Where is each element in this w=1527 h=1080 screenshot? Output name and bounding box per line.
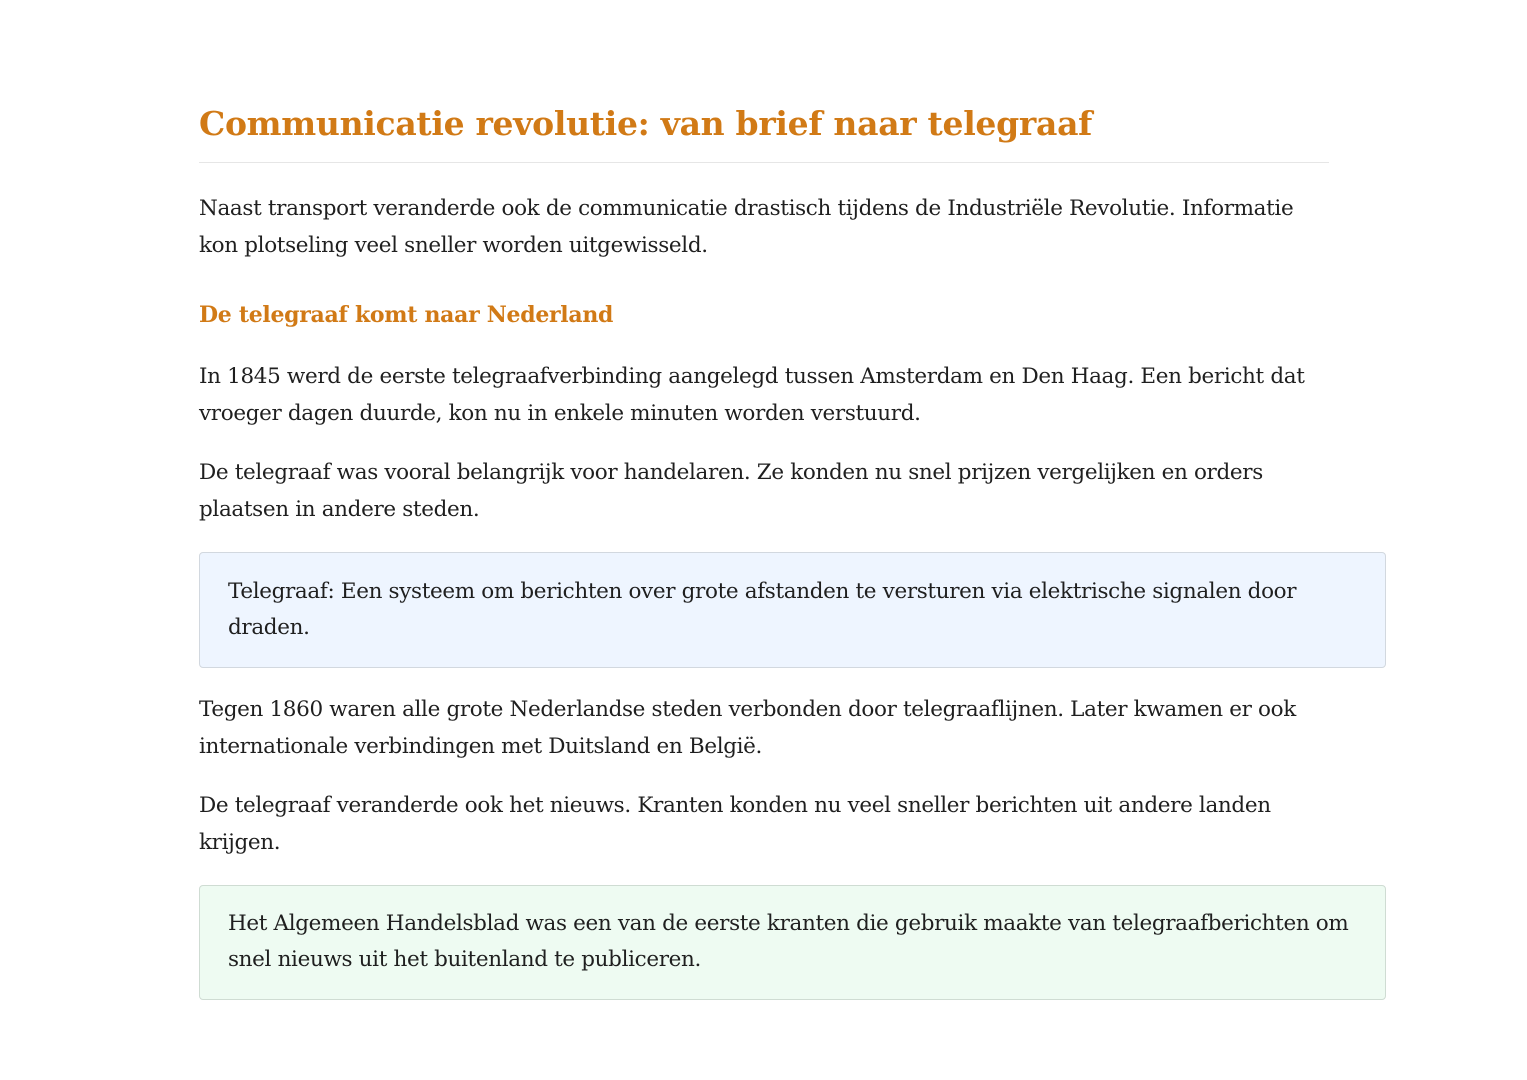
page-title: Communicatie revolutie: van brief naar telegraaf xyxy=(199,100,1329,163)
paragraph-handelaren: De telegraaf was vooral belangrijk voor handelaren. Ze konden nu snel prijzen vergelijken en orders plaatsen in andere steden. xyxy=(199,460,1263,522)
paragraph-nieuws: De telegraaf veranderde ook het nieuws. Kranten konden nu veel sneller berichten uit andere landen krijgen. xyxy=(199,793,1271,855)
paragraph-1860: Tegen 1860 waren alle grote Nederlandse steden verbonden door telegraaflijnen. Later kwamen er ook internationale verbindingen met Duitsland en België. xyxy=(199,697,1296,759)
definition-box: Telegraaf: Een systeem om berichten over grote afstanden te versturen via elektrische signalen door draden. xyxy=(199,552,1386,668)
fact-box: Het Algemeen Handelsblad was een van de eerste kranten die gebruik maakte van telegraafberichten om snel nieuws uit het buitenland te publiceren. xyxy=(199,885,1386,1000)
paragraph-1845: In 1845 werd de eerste telegraafverbinding aangelegd tussen Amsterdam en Den Haag. Een bericht dat vroeger dagen duurde, kon nu in enkele minuten worden verstuurd. xyxy=(199,364,1305,426)
intro-paragraph: Naast transport veranderde ook de communicatie drastisch tijdens de Industriële Revolutie. Informatie kon plotseling veel sneller worden uitgewisseld. xyxy=(199,196,1294,258)
article xyxy=(199,100,1386,1000)
section-heading: De telegraaf komt naar Nederland xyxy=(199,302,614,328)
